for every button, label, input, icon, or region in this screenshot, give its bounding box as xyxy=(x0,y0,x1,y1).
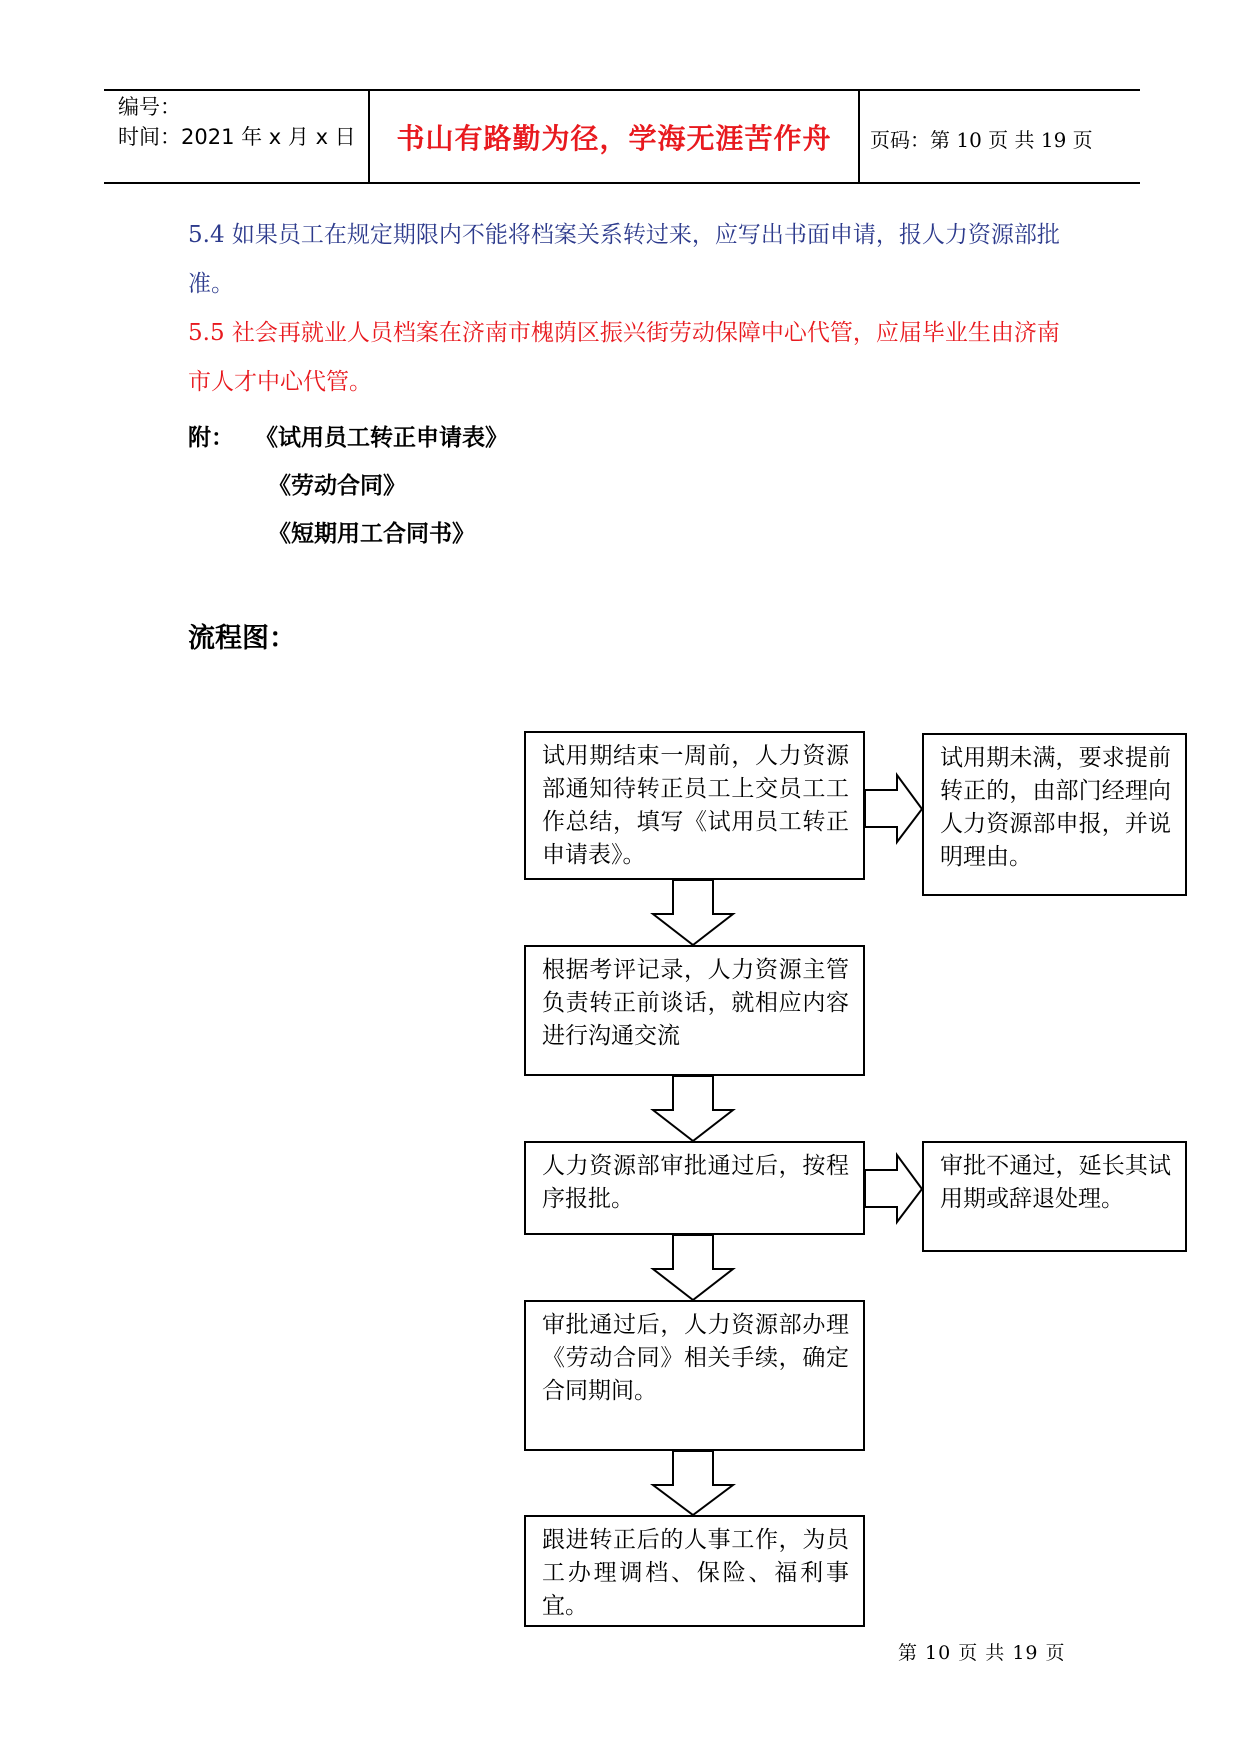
paragraph-5-5: 5.5 社会再就业人员档案在济南市槐荫区振兴街劳动保障中心代管，应届毕业生由济南市人才中心代管。 xyxy=(188,320,1060,395)
flow-side-early-confirmation: 试用期未满，要求提前转正的，由部门经理向人力资源部申报，并说明理由。 xyxy=(922,733,1187,896)
flow-step-approval: 人力资源部审批通过后，按程序报批。 xyxy=(524,1141,865,1235)
arrow-down-1 xyxy=(653,880,733,945)
flowchart-title: 流程图： xyxy=(188,623,296,654)
attachment-item: 《试用员工转正申请表》 xyxy=(255,424,508,451)
flow-step-follow-up: 跟进转正后的人事工作，为员工办理调档、保险、福利事宜。 xyxy=(524,1515,865,1627)
document-number: 编号： xyxy=(118,95,181,119)
arrow-down-3 xyxy=(653,1235,733,1300)
footer-page-number: 第 10 页 共 19 页 xyxy=(898,1642,1066,1664)
document-time: 时间：2021 年 x 月 x 日 xyxy=(118,125,356,149)
arrow-down-2 xyxy=(653,1076,733,1141)
flow-step-contract: 审批通过后，人力资源部办理《劳动合同》相关手续，确定合同期间。 xyxy=(524,1300,865,1451)
paragraph-5-4: 5.4 如果员工在规定期限内不能将档案关系转过来，应写出书面申请，报人力资源部批准。 xyxy=(188,222,1060,297)
header-motto: 书山有路勤为径，学海无涯苦作舟 xyxy=(396,122,832,155)
arrow-down-4 xyxy=(653,1451,733,1515)
arrow-right-2 xyxy=(865,1155,922,1222)
header-page-number: 页码：第 10 页 共 19 页 xyxy=(870,128,1093,152)
attachments-label: 附： xyxy=(188,424,234,451)
flow-step-interview: 根据考评记录，人力资源主管负责转正前谈话，就相应内容进行沟通交流 xyxy=(524,945,865,1076)
attachment-item: 《劳动合同》 xyxy=(268,472,406,499)
arrow-right-1 xyxy=(865,775,922,842)
flow-side-rejection: 审批不通过，延长其试用期或辞退处理。 xyxy=(922,1141,1187,1252)
attachment-item: 《短期用工合同书》 xyxy=(268,520,475,547)
flow-step-probation-end: 试用期结束一周前，人力资源部通知待转正员工上交员工工作总结，填写《试用员工转正申请表》。 xyxy=(524,731,865,880)
